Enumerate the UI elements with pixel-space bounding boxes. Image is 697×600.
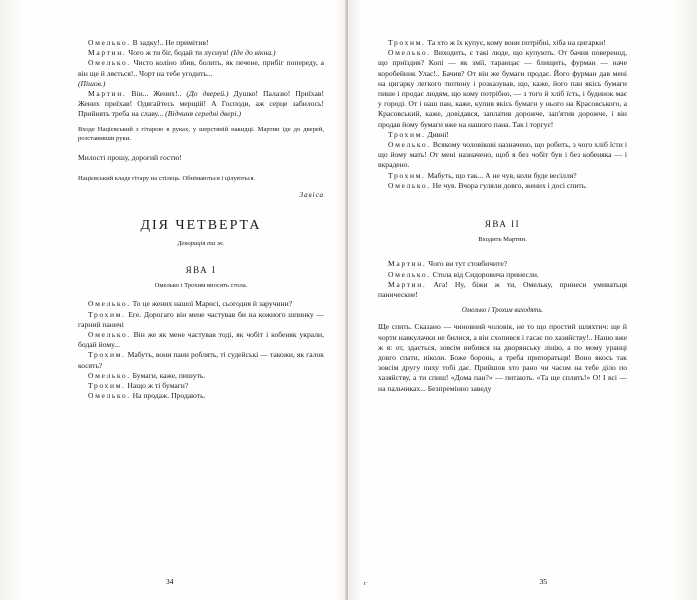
stage-note: Омелько і Трохим виходять. <box>461 307 544 315</box>
scene-note: Омелько і Трохим вносять стола. <box>154 282 248 290</box>
signature-mark: г <box>364 581 367 587</box>
speaker-name: Мартин. <box>88 89 127 99</box>
act-title: ДІЯ ЧЕТВЕРТА <box>140 217 262 233</box>
line-text: Він... Жених!.. <box>126 89 182 99</box>
page-number-right: 35 <box>539 577 547 586</box>
stage-direction: (Пішов.) <box>78 78 106 88</box>
speaker-name: Трохим. <box>388 38 426 47</box>
speaker-name: Омелько. <box>388 140 431 150</box>
line-text: Та хто ж їх купує, кому вони потрібні, хіба на цигарки! <box>425 38 606 47</box>
dialogue-line <box>78 58 324 78</box>
dialogue-line <box>78 310 324 330</box>
monologue-text: Ще спить. Сказано — чиновний чоловік, не то що простий шляхтич: ще й чорти навкулачки не билися, а він схопився і гасає по хазяйству!.. Нашо вже ж я: от, здається, зовсім вибився на дворянську лінію, а по мому уранці довго спати, ніколи. Боже боронь, а треба припоратьця! Воно якось так зовсім другу пиху тобі дає. Прийшов хто рано чи часом на тебе діло по хазяйству, а ти спиш! «Дома пан?» — питають. «Та ще сплять!» О! I всі — на пальчиках... Безпремінно заведу <box>378 322 627 393</box>
speaker-name: Мартин. <box>388 259 427 269</box>
stage-note: Входе Націєвський з гітарою в руках, у шерстяній накидці. Мартин іде до дверей, розставивши руки. <box>78 125 324 142</box>
line-text: Мабуть, вони пани роблять, ті судейські — такожи, як галок косять? <box>78 350 324 370</box>
dialogue-line <box>78 330 324 350</box>
speaker-name: Трохим. <box>388 170 426 180</box>
speaker-name: Трохим. <box>88 381 126 391</box>
speaker-name: Мартин. <box>88 48 127 58</box>
left-column <box>78 38 324 401</box>
line-text: Ага! Ну, біжи ж ти, Омельку, принеси умиватьця панические! <box>378 279 627 300</box>
speaker-name: Омелько. <box>88 38 131 47</box>
right-column <box>378 38 627 394</box>
speaker-name: Трохим. <box>388 129 426 139</box>
dialogue-line <box>378 181 627 191</box>
stage-direction: (Іде до вікна.) <box>228 48 276 58</box>
dialogue-line <box>378 171 627 181</box>
line-text: Чого ж ти біг, бодай ти луснув! <box>126 48 229 58</box>
stage-direction: (До дверей.) <box>181 89 229 99</box>
curtain-label: Завіса <box>299 191 324 200</box>
speaker-name: Омелько. <box>88 299 131 309</box>
line-text-2: Душко! Палазю! Приїхав! Жених приїхав! Одягайтесь мерщій! А Господи, аж серце забилось! Прийнять треба на славу... <box>78 89 324 119</box>
line-text: Нащо ж ті бумаги? <box>125 381 189 391</box>
line-text: Він же як мене частував тоді, як чобіт і кобеняк украли, бодай йому... <box>78 330 324 350</box>
stage-direction-2: (Відчиня середні двері.) <box>163 109 241 119</box>
dialogue-line <box>78 350 324 370</box>
line-text: То це жених нашої Марисі, сьогодня й заручини? <box>130 299 293 309</box>
line-text: Мабуть, що так... А не чув, коли буде весілля? <box>425 170 577 180</box>
speaker-name: Мартин. <box>388 279 427 289</box>
dialogue-line <box>78 38 324 48</box>
greeting-line: Милості прошу, дорогий гостю! <box>78 153 182 163</box>
dialogue-line <box>78 48 324 58</box>
page-number-left: 34 <box>166 577 174 586</box>
line-text: Стола від Сидоровича принесли. <box>430 269 539 279</box>
scene-note: Входить Мартин. <box>478 236 527 244</box>
speaker-name: Омелько. <box>88 391 131 401</box>
dialogue-line <box>378 38 627 48</box>
speaker-name: Трохим. <box>88 309 126 319</box>
line-text: На продаж. Продають. <box>130 391 206 401</box>
dialogue-line <box>378 130 627 140</box>
dialogue-line <box>378 270 627 280</box>
dialogue-line <box>78 371 324 381</box>
speaker-name: Омелько. <box>88 58 131 68</box>
line-text: Всякому чоловікові назначено, що робить, з чого хліб їсти і що йому мать! От мені назначено, щоб я без чобіт був і без кобеняка — і вкрадено. <box>378 140 627 170</box>
speaker-name: Омелько. <box>388 269 431 279</box>
dialogue-line <box>78 391 324 401</box>
line-text: Бумаги, каже, пишуть. <box>130 370 206 380</box>
line-text: Чисто коліно збив, болить, як печене, прибіг попереду, а він ще й ляється!.. Чорт на тебе угодить... <box>78 58 324 78</box>
dialogue-line <box>378 48 627 130</box>
line-text: Виходить, є такі люде, що купують. От бачив поверенод, що приїздив? Копі — як змії, таранцає — блищить, фурман — наче коробейник Улас!.. Бачив? От він же бумаги продає. Його фурман дав мені на цигарку легкого тютюну і розказував, що, каже, його пан якісь бумаги пише і продає людям, що кому потрібно, — з того й хліб їсть, і будинок має у городі. От і наш пан, каже, купив якісь бумаги у нього на Красовського, а Красовський, каже, довідався, заплатив дорожче, зап'ятив дорожче, і він продав йому бумаги вже на нашого пана. Так і торгує! <box>378 48 627 129</box>
line-text: В задку!.. Не примітив! <box>130 38 209 47</box>
speaker-name: Омелько. <box>88 370 131 380</box>
scene-title: ЯВА II <box>484 219 521 230</box>
page-left <box>0 0 348 600</box>
speaker-name: Омелько. <box>388 180 431 190</box>
dialogue-line <box>378 259 627 269</box>
dialogue-line <box>78 299 324 309</box>
line-text: Дивні! <box>425 129 449 139</box>
line-text: Чого ви тут стовбичите? <box>426 259 508 269</box>
dialogue-line <box>78 89 324 120</box>
dialogue-line <box>78 381 324 391</box>
dialogue-line <box>378 140 627 171</box>
speaker-name: Омелько. <box>88 330 131 340</box>
act-decoration-note: Декорація та ж. <box>177 239 225 247</box>
scene-title: ЯВА I <box>185 265 217 276</box>
speaker-name: Трохим. <box>88 350 126 360</box>
page-right <box>348 0 697 600</box>
speaker-name: Омелько. <box>388 48 431 58</box>
dialogue-line <box>378 280 627 300</box>
line-text: Не чув. Вчора гуляли довго, жених і досі спить. <box>430 180 588 190</box>
line-text: Еге. Дорогаго він мене частував би на кожного шпинку — гарний паничі <box>78 309 324 329</box>
stage-note: Націєвський кладе гітару на стілець. Обнімаються і цілуються. <box>78 175 256 183</box>
